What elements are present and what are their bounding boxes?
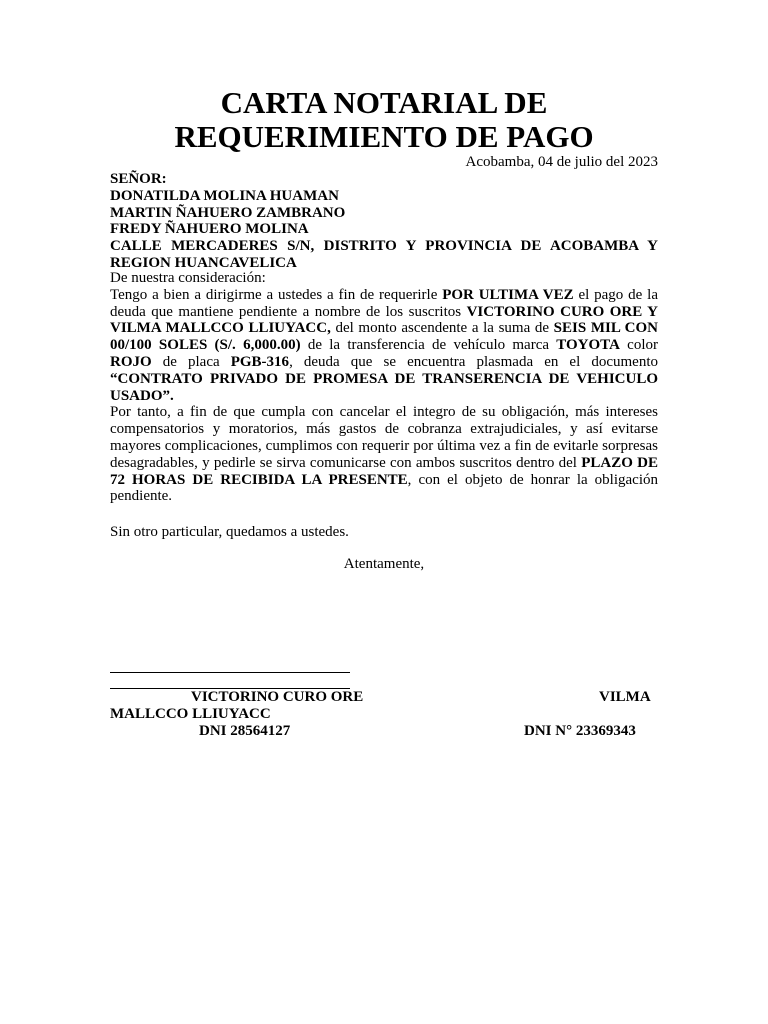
addressee-address: CALLE MERCADERES S/N, DISTRITO Y PROVINCIA DE ACOBAMBA Y REGION HUANCAVELICA [110,238,658,271]
addressee-name: DONATILDA MOLINA HUAMAN [110,187,339,204]
title-line-1: CARTA NOTARIAL DE [220,85,548,120]
greeting: De nuestra consideración: [110,270,266,286]
signatory-2-name-part-2: MALLCCO LLIUYACC [110,706,271,722]
letter-date: Acobamba, 04 de julio del 2023 [465,154,658,170]
paragraph-1: Tengo a bien a dirigirme a ustedes a fin de requerirle POR ULTIMA VEZ el pago de la deuda que mantiene pendiente a nombre de los suscritos VICTORINO CURO ORE Y VILMA MALLCCO LLIUYACC, del monto ascendente a la suma de SEIS MIL CON 00/100 SOLES (S/. 6,000.00) de la transferencia de vehículo marca TOYOTA color ROJO de placa PGB-316, deuda que se encuentra plasmada en el documento “CONTRATO PRIVADO DE PROMESA DE TRANSERENCIA DE VEHICULO USADO”. [110,286,659,404]
signatory-1-name: VICTORINO CURO ORE [191,689,364,705]
signatory-2-name-part-1: VILMA [599,689,651,705]
addressee-name: MARTIN ÑAHUERO ZAMBRANO [110,204,346,221]
addressee-name: FREDY ÑAHUERO MOLINA [110,221,309,238]
signatory-1-dni: DNI 28564127 [199,723,291,739]
title-line-2: REQUERIMIENTO DE PAGO [174,119,594,154]
salutation: SEÑOR: [110,171,167,187]
addressee-block [110,171,658,272]
signature-line [110,672,350,673]
document-title [0,86,768,154]
closing-line: Sin otro particular, quedamos a ustedes. [110,524,349,540]
paragraph-2: Por tanto, a fin de que cumpla con cancelar el integro de su obligación, más intereses compensatorios y moratorios, más gastos de cobranza extrajudiciales, y así evitarse mayores complicaciones, cumplimos con requerir por última vez a fin de evitarle sorpresas desagradables, y pedirle se sirva comunicarse con ambos suscritos dentro del PLAZO DE 72 HORAS DE RECIBIDA LA PRESENTE, con el objeto de honrar la obligación pendiente. [110,404,658,505]
letter-body [110,270,658,505]
signatory-2-dni: DNI N° 23369343 [524,723,636,739]
regards: Atentamente, [343,556,425,572]
